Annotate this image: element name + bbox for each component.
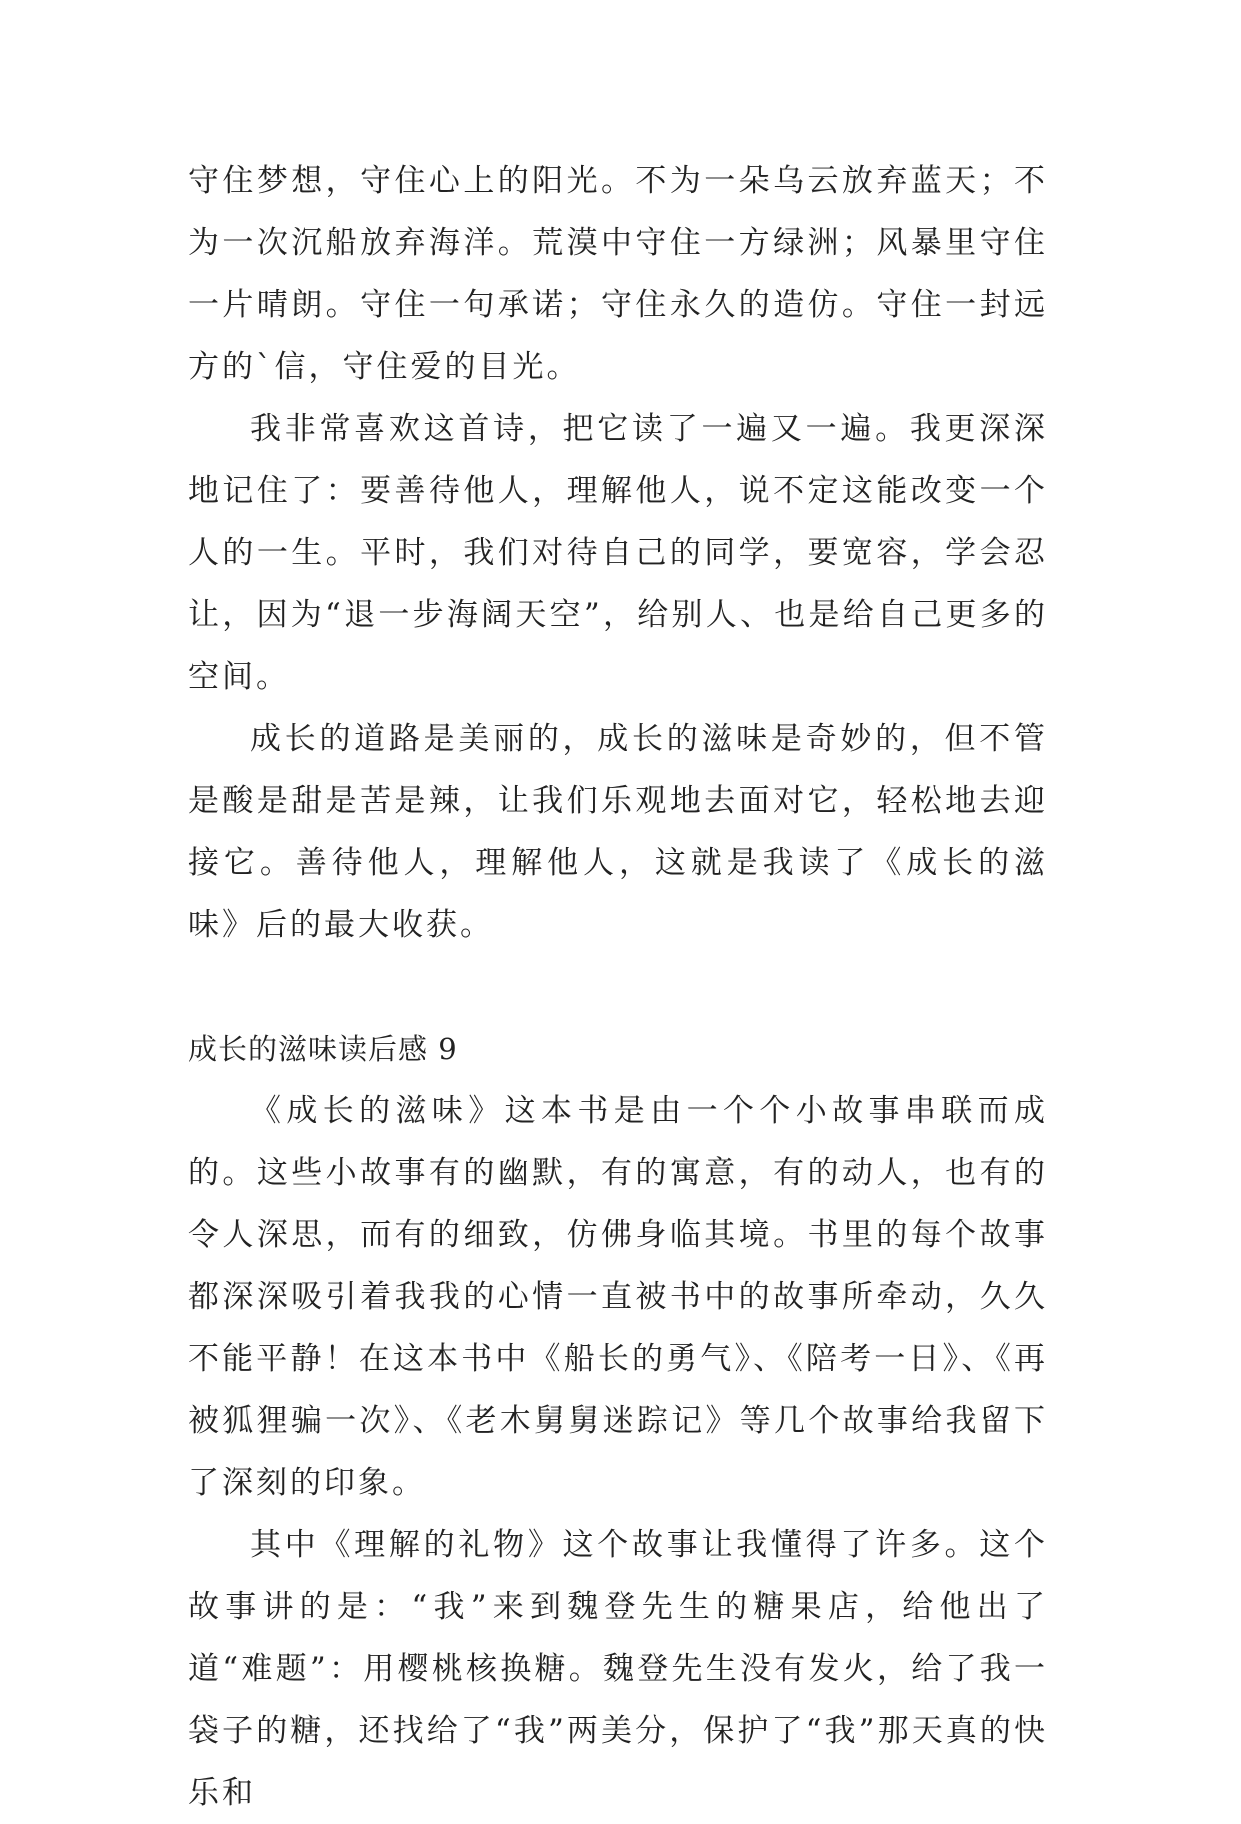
paragraph-conclusion: 成长的道路是美丽的，成长的滋味是奇妙的，但不管是酸是甜是苦是辣，让我们乐观地去面对它，轻松地去迎接它。善待他人，理解他人，这就是我读了《成长的滋味》后的最大收获。 [188, 721, 1048, 943]
document-body [188, 150, 1048, 1824]
paragraph-reflection: 我非常喜欢这首诗，把它读了一遍又一遍。我更深深地记住了：要善待他人，理解他人，说不定这能改变一个人的一生。平时，我们对待自己的同学，要宽容，学会忍让，因为“退一步海阔天空”，给别人、也是给自己更多的空间。 [188, 411, 1048, 695]
paragraph-book-intro: 《成长的滋味》这本书是由一个个小故事串联而成的。这些小故事有的幽默，有的寓意，有的动人，也有的令人深思，而有的细致，仿佛身临其境。书里的每个故事都深深吸引着我我的心情一直被书中的故事所牵动，久久不能平静！在这本书中《船长的勇气》、《陪考一日》、《再被狐狸骗一次》、《老木舅舅迷踪记》等几个故事给我留下了深刻的印象。 [188, 1093, 1048, 1501]
paragraph-story-summary: 其中《理解的礼物》这个故事让我懂得了许多。这个故事讲的是：“我”来到魏登先生的糖果店，给他出了道“难题”：用樱桃核换糖。魏登先生没有发火，给了我一袋子的糖，还找给了“我”两美分，保护了“我”那天真的快乐和 [188, 1527, 1048, 1811]
section-title: 成长的滋味读后感 9 [188, 1032, 458, 1066]
paragraph-poem: 守住梦想，守住心上的阳光。不为一朵乌云放弃蓝天；不为一次沉船放弃海洋。荒漠中守住一方绿洲；风暴里守住一片晴朗。守住一句承诺；守住永久的造仿。守住一封远方的`信，守住爱的目光。 [188, 163, 1048, 385]
